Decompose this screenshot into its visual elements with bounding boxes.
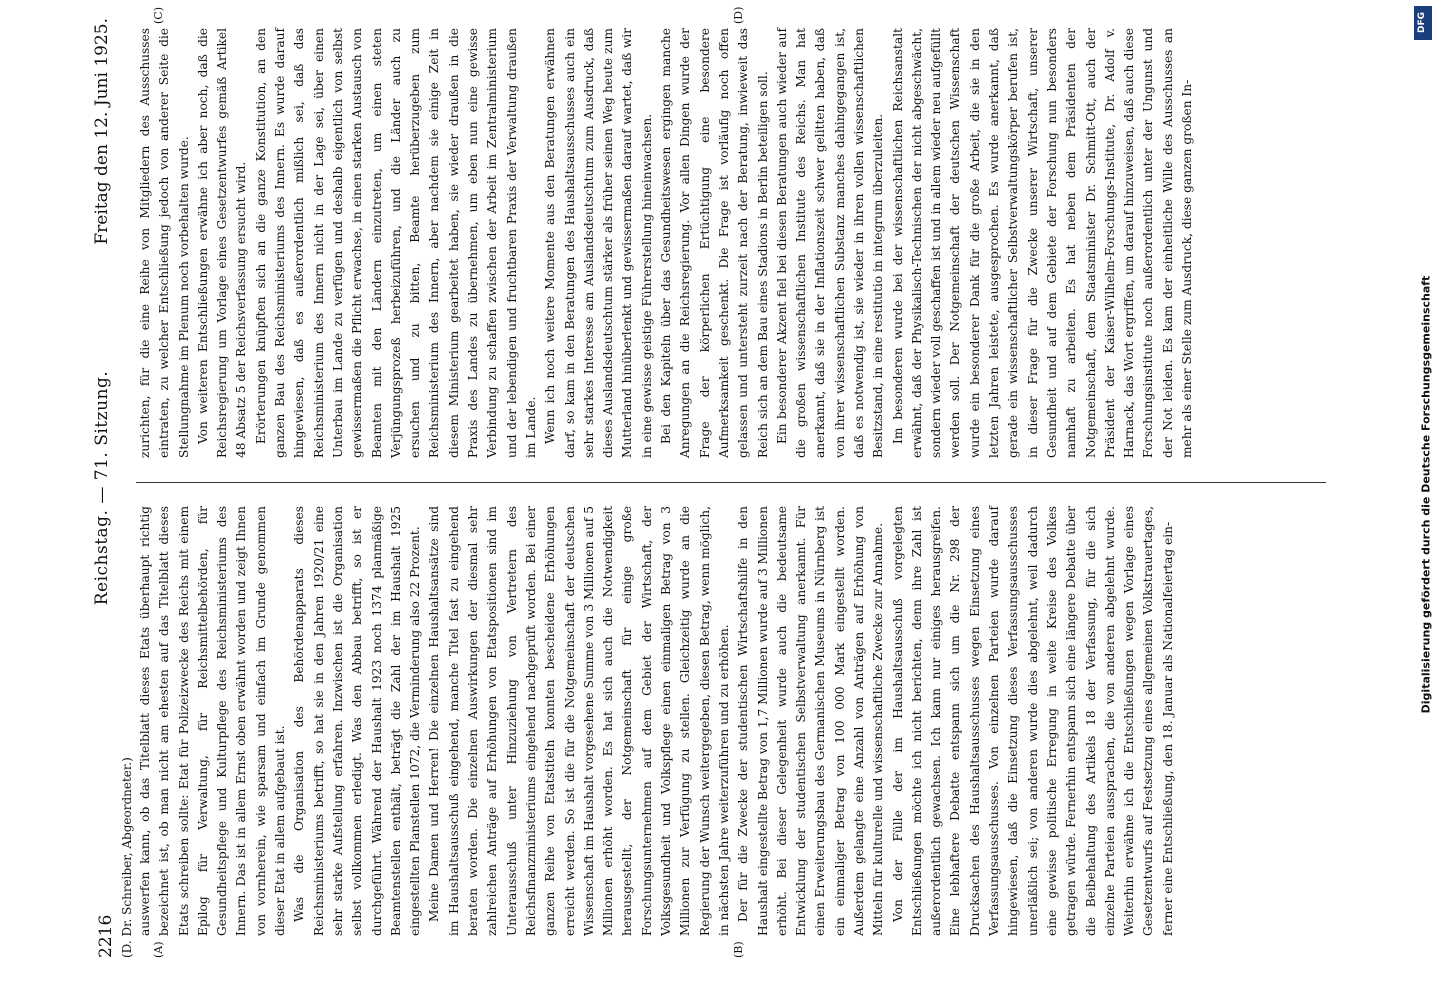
paragraph: Im besonderen wurde bei der wissenschaftlichen Reichsanstalt erwähnt, daß der Physikalisch-Technischen der nicht abgeschwächt, sondern wieder voll geschaffen ist und in allem wieder neu aufgefüllt werden soll. Der Notgemeinschaft der deutschen Wissenschaft wurde ein besonderer Dank für die große Arbeit, die sie in den letzten Jahren leistete, ausgesprochen. Es wurde anerkannt, daß gerade ein wissenschaftlicher Selbstverwaltungskörper berufen ist, in dieser Frage für die Zwecke unserer Wirtschaft, unserer Gesundheit und auf dem Gebiete der Forschung nun besonders namhaft zu arbeiten. Es hat neben dem Präsidenten der Notgemeinschaft, dem Staatsminister Dr. Schmitt-Ott, auch der Präsident der Kaiser-Wilhelm-Forschungs-Institute, Dr. Adolf v. Harnack, das Wort ergriffen, um darauf hinzuweisen, daß auch diese Forschungsinstitute noch außerordentlich unter der Ungunst und der Not leiden. Es kam der einheitliche Wille des Ausschusses an mehr als einer Stelle zum Ausdruck, diese ganzen großen In-	[890, 28, 1195, 458]
funding-label	[1416, 8, 1433, 998]
paragraph: Erörterungen knüpften sich an die ganze Konstitution, an den ganzen Bau des Reichsministeriums des Innern. Es wurde darauf hingewiesen, daß es außerordentlich mißlich sei, daß das Reichsministerium des Innern nicht in der Lage sei, über einen Unterbau im Lande zu verfügen und deshalb eigentlich von selbst gewissermaßen die Pflicht erwachse, in einen starken Austausch von Beamten mit den Ländern einzutreten, um einen steten Verjüngungsprozeß herbeizuführen, und die Länder auch zu ersuchen und zu bitten, Beamte herüberzugeben zum Reichsministerium des Innern, aber nachdem sie einige Zeit in diesem Ministerium gearbeitet haben, sie wieder draußen in die Praxis des Landes zu übernehmen, um eben nun eine gewisse Verbindung zu schaffen zwischen der Arbeit im Zentralministerium und der lebendigen und fruchtbaren Praxis der Verwaltung draußen im Lande.	[253, 28, 538, 458]
margin-mark-d: (D)	[732, 6, 745, 24]
right-column	[136, 28, 1197, 458]
dfg-logo-text: DFG	[1417, 11, 1427, 33]
margin-mark-a: (A)	[152, 941, 165, 958]
paragraph: zurichten, für die eine Reihe von Mitgliedern des Ausschusses eintraten, zu welcher Entschließung jedoch von anderer Seite die Stellungnahme im Plenum noch vorbehalten wurde.	[138, 28, 191, 458]
paragraph: Was die Organisation des Behördenapparats dieses Reichsministeriums betrifft, so hat sie in den Jahren 1920/21 eine sehr starke Aufstellung erfahren. Inzwischen ist die Organisation selbst vollkommen erledigt. Was den Abbau betrifft, so ist er durchgeführt. Während der Haushalt 1923 noch 1374 planmäßige Beamtenstellen enthält, beträgt die Zahl der im Haushalt 1925 eingestellten Planstellen 1072, die Verminderung also 22 Prozent.	[292, 506, 423, 936]
paragraph: auswerfen kann, ob das Titelblatt dieses Etats überhaupt richtig bezeichnet ist, ob man nicht am ehesten auf das Titelblatt dieses Etats schreiben sollte: Etat für Polizeizwecke des Reichs mit einem Epilog für Verwaltung, für Reichsmittelbehörden, für Gesundheitspflege und Kulturpflege des Reichsministeriums des Innern. Das ist in allem Ernst oben erwähnt worden und zeigt Ihnen von vornherein, wie sparsam und einfach im Grunde genommen dieser Etat in allem aufgebaut ist.	[138, 506, 288, 936]
funding-text: Digitalisierung gefördert durch die Deutsche Forschungsgemeinschaft	[1419, 275, 1433, 714]
session-title: Reichstag. — 71. Sitzung.	[92, 370, 112, 606]
rotated-page	[92, 6, 1342, 958]
paragraph: Der für die Zwecke der studentischen Wirtschaftshilfe in den Haushalt eingestellte Betrag von 1,7 Millionen wurde auf 3 Millionen erhöht. Bei dieser Gelegenheit wurde auch die bedeutsame Entwicklung der studentischen Selbstverwaltung anerkannt. Für einen Erweiterungsbau des Germanischen Museums in Nürnberg ist ein einmaliger Betrag von 100 000 Mark eingestellt worden. Außerdem gelangte eine Anzahl von Anträgen auf Erhöhung von Mitteln für kulturelle und wissenschaftliche Zwecke zur Annahme.	[736, 506, 886, 936]
column-divider	[136, 482, 1326, 483]
page-header	[92, 18, 122, 958]
margin-mark-b: (B)	[732, 941, 745, 958]
paragraph: Von der Fülle der im Haushaltsausschuß vorgelegten Entschließungen möchte ich nicht berichten, denn ihre Zahl ist außerordentlich gewachsen. Ich kann nur einiges herausgreifen. Eine lebhaftere Debatte entspann sich um die Nr. 298 der Drucksachen des Haushaltsausschusses wegen Einsetzung eines Verfassungsausschusses. Von einzelnen Parteien wurde darauf hingewiesen, daß die Einsetzung dieses Verfassungsausschusses unerläßlich sei; von anderen wurde dies abgelehnt, weil dadurch eine gewisse politische Erregung in weite Kreise des Volkes getragen würde. Fernerhin entspann sich eine längere Debatte über die Beibehaltung des Artikels 18 der Verfassung, für die sich einzelne Parteien aussprachen, die von anderen abgelehnt wurde. Weiterhin erwähne ich die Entschließungen wegen Vorlage eines Gesetzentwurfs auf Festsetzung eines allgemeinen Volkstrauertages, ferner eine Entschließung, den 18. Januar als Nationalfeiertag ein-	[890, 506, 1175, 936]
paragraph: Von weiteren Entschließungen erwähne ich aber noch, daß die Reichsregierung um Vorlage eines Gesetzentwurfes gemäß Artikel 48 Absatz 5 der Reichsverfassung ersucht wird.	[195, 28, 249, 458]
speaker-line: (D. Dr. Schreiber, Abgeordneter.)	[120, 757, 134, 958]
session-date: Freitag den 12. Juni 1925.	[92, 18, 112, 245]
dfg-logo	[1414, 6, 1432, 40]
paragraph: Meine Damen und Herren! Die einzelnen Haushaltsansätze sind im Haushaltsausschuß eingehend, manche Titel fast zu eingehend beraten worden. Die einzelnen Auswirkungen der diesmal sehr zahlreichen Anträge auf Erhöhungen von Etatspositionen sind im Unterausschuß unter Hinzuziehung von Vertretern des Reichsfinanzministeriums eingehend nachgeprüft worden. Bei einer ganzen Reihe von Etatstiteln konnten bescheidene Erhöhungen erreicht werden. So ist die für die Notgemeinschaft der deutschen Wissenschaft im Haushalt vorgesehene Summe von 3 Millionen auf 5 Millionen erhöht worden. Es hat sich auch die Notwendigkeit herausgestellt, der Notgemeinschaft für einige große Forschungsunternehmen auf dem Gebiet der Wirtschaft, der Volksgesundheit und Volkspflege einen einmaligen Betrag von 3 Millionen zur Verfügung zu stellen. Gleichzeitig wurde an die Regierung der Wunsch weitergegeben, diesen Betrag, wenn möglich, in nächsten Jahre weiterzuführen und zu erhöhen.	[427, 506, 731, 936]
paragraph: Bei den Kapiteln über das Gesundheitswesen ergingen manche Anregungen an die Reichsregierung. Vor allen Dingen wurde der Frage der körperlichen Ertüchtigung eine besondere Aufmerksamkeit geschenkt. Die Frage ist vorläufig noch offen gelassen und untersteht zurzeit nach der Beratung, inwieweit das Reich sich an dem Bau eines Stadions in Berlin beteiligen soll.	[659, 28, 770, 458]
paragraph: Ein besonderer Akzent fiel bei diesen Beratungen auch wieder auf die großen wissenschaftlichen Institute des Reichs. Man hat anerkannt, daß sie in der Inflationszeit schwer gelitten haben, daß von ihrer wissenschaftlichen Substanz manches dahingegangen ist, daß es notwendig ist, sie wieder in ihren vollen wissenschaftlichen Besitzstand, in eine restitutio in integrum überzuleiten.	[774, 28, 886, 458]
left-column	[136, 506, 1178, 936]
paragraph: Wenn ich noch weitere Momente aus den Beratungen erwähnen darf, so kam in den Beratungen des Haushaltsausschusses auch ein sehr starkes Interesse am Auslandsdeutschtum zum Ausdruck, daß dieses Auslandsdeutschtum stärker als früher seinen Weg heute zum Mutterland hinüberlenkt und gewissermaßen darauf wartet, daß wir in eine gewisse geistige Führerstellung hineinwachsen.	[543, 28, 654, 458]
margin-mark-c: (C)	[152, 7, 165, 24]
page-number: 2216	[96, 914, 116, 958]
